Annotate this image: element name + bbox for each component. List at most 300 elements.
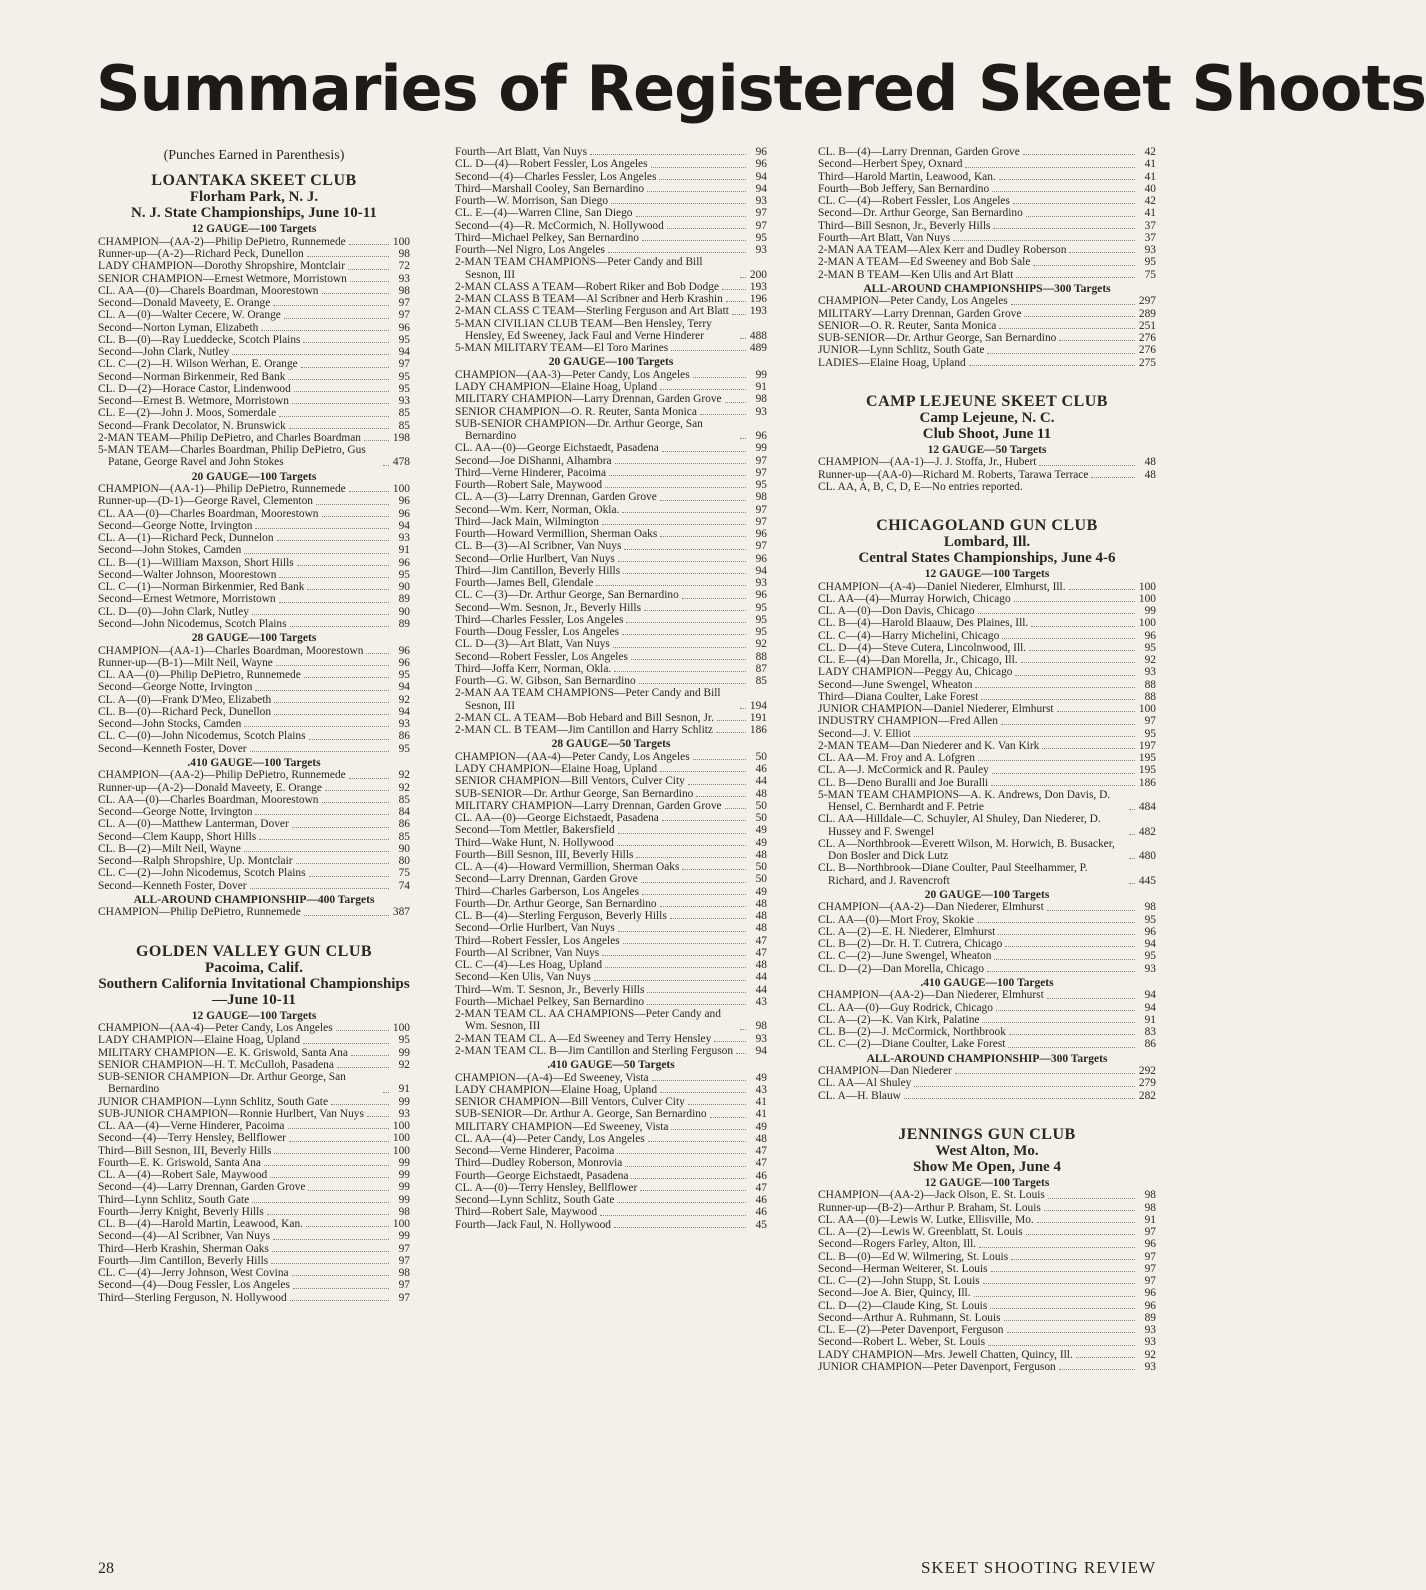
score: 289: [1138, 307, 1156, 320]
result-row: [818, 207, 1156, 219]
result-text: Third—Bill Sesnon, III, Beverly Hills: [98, 1144, 272, 1157]
result-text: CL. AA—(4)—Verne Hinderer, Pacoima: [98, 1120, 285, 1132]
result-row: [455, 638, 767, 650]
club-name: JENNINGS GUN CLUB: [898, 1125, 1076, 1143]
dot-leader: [987, 353, 1135, 354]
result-text: Second—Robert Fessler, Los Angeles: [455, 650, 628, 663]
result-text: Fourth—Nel Nigro, Los Angeles: [455, 244, 605, 256]
result-row: [818, 630, 1156, 642]
result-row: [98, 1145, 410, 1157]
score: 91: [755, 381, 767, 393]
result-text: CL. AA—Hilldale—C. Schuyler, Al Shuley, Dan Niederer, D. Hussey and F. Swengel: [818, 813, 1101, 838]
result-text: CL. C—(2)—Diane Coulter, Lake Forest: [818, 1038, 1006, 1051]
result-row: [98, 358, 410, 370]
result-text: Fourth—Art Blatt, Van Nuys: [818, 231, 951, 244]
result-text: CL. B—(4)—Harold Martin, Leawood, Kan.: [98, 1218, 303, 1230]
score: 89: [1144, 1311, 1156, 1324]
result-row: [818, 642, 1156, 654]
result-row: [818, 171, 1156, 183]
result-text: CL. AA—(0)—Charles Boardman, Moorestown: [98, 793, 319, 806]
score: 96: [755, 146, 767, 158]
result-text: Second—Clem Kaupp, Short Hills: [98, 830, 257, 843]
result-row: [818, 1065, 1156, 1077]
result-row: [455, 195, 767, 207]
dot-leader: [296, 863, 389, 864]
result-text: 2-MAN CLASS A TEAM—Robert Riker and Bob Dodge: [455, 280, 719, 293]
score: 96: [1144, 1287, 1156, 1300]
score: 91: [1144, 1213, 1156, 1226]
result-row: [818, 332, 1156, 344]
result-row: [818, 469, 1156, 481]
result-row: [455, 318, 767, 343]
dot-leader: [1057, 711, 1135, 712]
result-text: JUNIOR CHAMPION—Lynn Schlitz, South Gate: [98, 1095, 329, 1108]
result-row: [818, 950, 1156, 962]
result-text: SUB-SENIOR—Dr. Arthur George, San Bernardino: [818, 332, 1057, 344]
result-text: Runner-up—(B-1)—Milt Neil, Wayne: [98, 656, 273, 669]
result-row: [455, 504, 767, 516]
dot-leader: [651, 167, 746, 168]
score: 50: [755, 861, 767, 873]
score: 95: [398, 333, 410, 346]
score: 95: [1144, 641, 1156, 654]
result-row: [455, 305, 767, 317]
dot-leader: [990, 1308, 1135, 1309]
result-text: SENIOR CHAMPION—H. T. McCulloh, Pasadena: [98, 1058, 334, 1071]
result-text: Runner-up—(AA-0)—Richard M. Roberts, Tarawa Terrace: [818, 468, 1089, 481]
section-gap: [818, 493, 1156, 517]
event-heading: ALL-AROUND CHAMPIONSHIP—300 Targets: [866, 1052, 1108, 1065]
score: 93: [1144, 1360, 1156, 1373]
dot-leader: [294, 391, 389, 392]
score: 276: [1138, 332, 1156, 344]
event-heading: .410 GAUGE—100 Targets: [920, 976, 1054, 989]
score: 99: [398, 1181, 410, 1194]
result-text: MILITARY CHAMPION—Larry Drennan, Garden Grove: [455, 393, 722, 406]
result-text: Runner-up—(B-2)—Arthur P. Braham, St. Louis: [818, 1201, 1041, 1214]
dot-leader: [322, 293, 389, 294]
result-row: [455, 712, 767, 724]
score: 95: [1144, 727, 1156, 740]
result-row: [455, 455, 767, 467]
dot-leader: [290, 1300, 389, 1301]
result-text: Third—Sterling Ferguson, N. Hollywood: [98, 1291, 287, 1304]
result-text: CHAMPION—(AA-3)—Peter Candy, Los Angeles: [455, 368, 690, 381]
dot-leader: [279, 577, 389, 578]
score: 50: [755, 812, 767, 824]
result-text: Second—Joe A. Bier, Quincy, Ill.: [818, 1287, 971, 1300]
result-row: [98, 843, 410, 855]
dot-leader: [740, 1029, 746, 1030]
result-text: CL. AA—M. Froy and A. Lofgren: [818, 752, 975, 764]
result-row: [455, 1157, 767, 1169]
dot-leader: [307, 256, 389, 257]
dot-leader: [969, 365, 1135, 366]
result-row: [455, 947, 767, 959]
result-row: [455, 418, 767, 443]
score: 98: [398, 1205, 410, 1218]
score: 100: [392, 1022, 410, 1034]
dot-leader: [331, 1104, 389, 1105]
score: 98: [1144, 901, 1156, 914]
result-text: 2-MAN TEAM CHAMPIONS—Peter Candy and Bill Sesnon, III: [455, 256, 703, 281]
dot-leader: [609, 475, 746, 476]
result-text: CL. A—(0)—Matthew Lanterman, Dover: [98, 818, 289, 831]
score: 91: [398, 1083, 410, 1096]
event-heading: 12 GAUGE—100 Targets: [191, 1009, 317, 1022]
result-row: [818, 183, 1156, 195]
result-text: Fourth—Michael Pelkey, San Bernardino: [455, 995, 645, 1008]
result-text: Second—Ernest Wetmore, Morristown: [98, 593, 276, 606]
score: 96: [755, 430, 767, 442]
result-text: CL. A—H. Blauw: [818, 1089, 901, 1102]
dot-leader: [636, 216, 747, 217]
score: 488: [749, 329, 767, 342]
dot-leader: [1039, 465, 1135, 466]
result-row: [818, 740, 1156, 752]
score: 96: [1144, 925, 1156, 938]
result-text: Second—John Clark, Nutley: [98, 346, 230, 358]
dot-leader: [914, 736, 1135, 737]
result-text: Third—Lynn Schlitz, South Gate: [98, 1193, 250, 1206]
result-row: [98, 806, 410, 818]
score: 97: [398, 1291, 410, 1304]
result-row: [818, 764, 1156, 776]
result-text: Third—Jim Cantillon, Beverly Hills: [455, 564, 621, 577]
result-text: LADY CHAMPION—Peggy Au, Chicago: [818, 666, 1013, 679]
result-row: [818, 666, 1156, 678]
dot-leader: [975, 687, 1135, 688]
dot-leader: [999, 328, 1135, 329]
result-text: Second—Joe DiShanni, Alhambra: [455, 454, 612, 467]
dot-leader: [988, 1345, 1135, 1346]
dot-leader: [1014, 601, 1135, 602]
dot-leader: [267, 1214, 389, 1215]
score: 46: [755, 763, 767, 775]
result-text: CL. A—Northbrook—Everett Wilson, M. Horwich, B. Busacker, Don Bosler and Dick Lutz: [818, 837, 1115, 862]
result-text: Fourth—Dr. Arthur George, San Bernardino: [455, 897, 657, 910]
dot-leader: [1009, 1034, 1135, 1035]
result-text: CL. AA—(4)—Peter Candy, Los Angeles: [455, 1132, 645, 1145]
result-text: Third—Robert Fessler, Los Angeles: [455, 934, 620, 947]
result-text: LADY CHAMPION—Mrs. Jewell Chatten, Quincy, Ill.: [818, 1348, 1073, 1361]
score: 99: [398, 1095, 410, 1108]
result-row: [98, 1059, 410, 1071]
dot-leader: [1033, 265, 1135, 266]
club-name: CAMP LEJEUNE SKEET CLUB: [866, 392, 1108, 410]
dot-leader: [1002, 638, 1135, 639]
score: 98: [1144, 1201, 1156, 1214]
result-row: [455, 651, 767, 663]
result-text: MILITARY CHAMPION—Ed Sweeney, Vista: [455, 1120, 669, 1133]
dot-leader: [288, 379, 389, 380]
result-text: CHAMPION—(AA-2)—Dan Niederer, Elmhurst: [818, 989, 1044, 1002]
dot-leader: [1047, 998, 1135, 999]
score: 96: [398, 644, 410, 657]
result-row: [98, 1279, 410, 1291]
dot-leader: [367, 1116, 389, 1117]
dot-leader: [642, 894, 746, 895]
score: 99: [398, 1193, 410, 1206]
dot-leader: [1048, 1198, 1135, 1199]
dot-leader: [590, 154, 746, 155]
result-row: [818, 320, 1156, 332]
dot-leader: [349, 244, 389, 245]
dot-leader: [914, 1086, 1135, 1087]
result-text: SUB-JUNIOR CHAMPION—Ronnie Hurlbert, Van Nuys: [98, 1107, 364, 1120]
result-row: [818, 728, 1156, 740]
dot-leader: [250, 888, 389, 889]
result-text: CL. A—(2)—Lewis W. Greenblatt, St. Louis: [818, 1226, 1023, 1238]
score: 93: [1144, 1324, 1156, 1336]
score: 92: [398, 781, 410, 794]
score: 196: [749, 293, 767, 305]
result-row: [818, 256, 1156, 268]
result-text: CL. C—(2)—John Stupp, St. Louis: [818, 1275, 980, 1287]
result-row: [818, 617, 1156, 629]
result-text: LADY CHAMPION—Elaine Hoag, Upland: [455, 381, 658, 393]
dot-leader: [1059, 1369, 1135, 1370]
dot-leader: [682, 869, 746, 870]
result-text: CL. A—(0)—Terry Hensley, Bellflower: [455, 1181, 638, 1194]
result-row: [98, 818, 410, 830]
score: 191: [749, 711, 767, 724]
dot-leader: [304, 677, 389, 678]
result-row: [455, 577, 767, 589]
event-heading: 20 GAUGE—100 Targets: [548, 356, 674, 369]
result-row: [818, 1214, 1156, 1226]
club-location: West Alton, Mo.: [935, 1142, 1039, 1159]
dot-leader: [614, 1227, 746, 1228]
dot-leader: [307, 589, 389, 590]
result-text: SENIOR CHAMPION—Bill Ventors, Culver City: [455, 1096, 685, 1108]
dot-leader: [1031, 626, 1135, 627]
score: 97: [398, 309, 410, 322]
event-heading: .410 GAUGE—100 Targets: [187, 756, 321, 769]
score: 96: [1144, 629, 1156, 642]
shoot-title: Show Me Open, June 4: [913, 1158, 1061, 1175]
result-text: Second—Verne Hinderer, Pacoima: [455, 1145, 615, 1157]
dot-leader: [625, 1166, 746, 1167]
result-text: Third—Verne Hinderer, Pacoima: [455, 466, 607, 479]
score: 94: [398, 681, 410, 694]
dot-leader: [264, 1165, 389, 1166]
score: 93: [398, 532, 410, 544]
dot-leader: [261, 330, 389, 331]
dot-leader: [1037, 1222, 1135, 1223]
result-row: [98, 383, 410, 395]
score: 100: [1138, 703, 1156, 715]
result-text: JUNIOR CHAMPION—Daniel Niederer, Elmhurst: [818, 703, 1054, 715]
score: 99: [398, 1230, 410, 1243]
dot-leader: [991, 785, 1135, 786]
score: 97: [398, 1254, 410, 1267]
dot-leader: [274, 1153, 389, 1154]
result-text: Fourth—Jack Faul, N. Hollywood: [455, 1218, 611, 1231]
club-name: GOLDEN VALLEY GUN CLUB: [135, 942, 373, 960]
result-row: [455, 442, 767, 454]
result-row: [818, 838, 1156, 863]
result-row: [98, 420, 410, 432]
result-row: [455, 393, 767, 405]
dot-leader: [293, 1288, 389, 1289]
result-text: CL. A—(4)—Howard Vermillion, Sherman Oaks: [455, 861, 680, 873]
result-row: [455, 146, 767, 158]
score: 251: [1138, 319, 1156, 332]
event-heading: 20 GAUGE—100 Targets: [924, 888, 1050, 901]
score: 90: [398, 605, 410, 618]
result-row: [455, 837, 767, 849]
result-row: [818, 1238, 1156, 1250]
dot-leader: [306, 1226, 389, 1227]
result-text: SUB-SENIOR—Dr. Arthur A. George, San Bernardino: [455, 1108, 707, 1121]
dot-leader: [383, 465, 389, 466]
score: 95: [755, 479, 767, 491]
result-text: CL. C—(4)—Harry Michelini, Chicago: [818, 629, 1000, 642]
result-row: [455, 1108, 767, 1120]
result-row: [455, 565, 767, 577]
score: 48: [1144, 468, 1156, 481]
dot-leader: [613, 647, 746, 648]
dot-leader: [244, 851, 389, 852]
dot-leader: [303, 342, 389, 343]
score: 50: [755, 799, 767, 812]
result-text: Fourth—Howard Vermillion, Sherman Oaks: [455, 528, 658, 540]
result-text: Fourth—E. K. Griswold, Santa Ana: [98, 1156, 261, 1169]
dot-leader: [647, 992, 746, 993]
result-text: CL. AA, A, B, C, D, E—No entries reported.: [818, 480, 1023, 493]
score: 97: [1144, 715, 1156, 728]
result-row: [818, 1077, 1156, 1089]
result-text: CHAMPION—(AA-2)—Dan Niederer, Elmhurst: [818, 901, 1044, 914]
event-heading: 20 GAUGE—100 Targets: [191, 470, 317, 483]
result-text: LADIES—Elaine Hoag, Upland: [818, 356, 966, 369]
result-row: [98, 260, 410, 272]
result-text: 2-MAN TEAM CL. AA CHAMPIONS—Peter Candy and Wm. Sesnon, III: [455, 1008, 721, 1033]
result-text: CL. B—(4)—Larry Drennan, Garden Grove: [818, 146, 1020, 158]
shoot-title: N. J. State Championships, June 10-11: [131, 205, 377, 222]
dot-leader: [284, 318, 389, 319]
score: 44: [755, 983, 767, 996]
dot-leader: [259, 839, 389, 840]
result-text: CL. D—(4)—Robert Fessler, Los Angeles: [455, 158, 648, 171]
dot-leader: [255, 690, 389, 691]
result-text: Second—John Stokes, Camden: [98, 544, 242, 557]
result-row: [818, 1026, 1156, 1038]
dot-leader: [639, 683, 746, 684]
score: 42: [1144, 195, 1156, 207]
result-row: [98, 297, 410, 309]
result-text: Fourth—Art Blatt, Van Nuys: [455, 146, 588, 158]
section-gap: [818, 1102, 1156, 1126]
result-row: [455, 220, 767, 232]
dot-leader: [1016, 277, 1135, 278]
dot-leader: [292, 403, 389, 404]
score: 97: [1144, 1262, 1156, 1275]
score: 92: [398, 1058, 410, 1071]
dot-leader: [279, 416, 389, 417]
result-row: [818, 220, 1156, 232]
dot-leader: [618, 833, 746, 834]
dot-leader: [1004, 1320, 1135, 1321]
column-2: [455, 146, 767, 1231]
score: 98: [398, 1267, 410, 1279]
score: 91: [398, 544, 410, 557]
result-row: [818, 357, 1156, 369]
score: 47: [755, 946, 767, 959]
result-text: Second—Lynn Schlitz, South Gate: [455, 1194, 615, 1206]
result-row: [818, 1090, 1156, 1102]
score: 195: [1138, 752, 1156, 764]
dot-leader: [710, 1117, 746, 1118]
dot-leader: [364, 440, 389, 441]
result-text: Third—Bill Sesnon, Jr., Beverly Hills: [818, 219, 991, 232]
score: 45: [755, 1218, 767, 1231]
result-row: [98, 743, 410, 755]
dot-leader: [1076, 1357, 1135, 1358]
score: 49: [755, 824, 767, 837]
dot-leader: [366, 653, 389, 654]
result-row: [455, 553, 767, 565]
score: 95: [398, 370, 410, 383]
result-row: [98, 444, 410, 469]
score: 72: [398, 260, 410, 273]
dot-leader: [605, 487, 746, 488]
result-row: [455, 1033, 767, 1045]
result-text: CL. D—(2)—Claude King, St. Louis: [818, 1299, 988, 1312]
result-text: CL. AA—(0)—Charels Boardman, Moorestown: [98, 284, 319, 297]
score: 90: [398, 842, 410, 855]
result-row: [818, 1226, 1156, 1238]
result-row: [98, 1096, 410, 1108]
score: 95: [398, 568, 410, 581]
score: 99: [1144, 605, 1156, 617]
result-row: [455, 1072, 767, 1084]
result-row: [818, 914, 1156, 926]
result-row: [98, 782, 410, 794]
dot-leader: [290, 626, 389, 627]
score: 86: [1144, 1038, 1156, 1051]
dot-leader: [303, 1043, 389, 1044]
result-row: [818, 158, 1156, 170]
score: 74: [398, 879, 410, 892]
dot-leader: [662, 820, 746, 821]
score: 98: [1144, 1189, 1156, 1202]
result-row: [98, 1071, 410, 1096]
dot-leader: [904, 1098, 1135, 1099]
dot-leader: [273, 1239, 389, 1240]
result-text: Second—Walter Johnson, Moorestown: [98, 568, 277, 581]
result-text: Third—Wm. T. Sesnon, Jr., Beverly Hills: [455, 983, 645, 996]
dot-leader: [1044, 1210, 1135, 1211]
dot-leader: [700, 414, 746, 415]
dot-leader: [255, 528, 389, 529]
score: 46: [755, 1169, 767, 1182]
dot-leader: [978, 760, 1135, 761]
result-row: [818, 1361, 1156, 1373]
result-text: CL. A—(2)—K. Van Kirk, Palatine: [818, 1013, 980, 1026]
score: 91: [1144, 1013, 1156, 1026]
score: 88: [1144, 690, 1156, 703]
result-text: CHAMPION—(AA-1)—Charles Boardman, Moorestown: [98, 644, 364, 657]
result-row: [98, 1132, 410, 1144]
result-row: [818, 926, 1156, 938]
result-text: CL. B—(2)—Dr. H. T. Cutrera, Chicago: [818, 938, 1003, 950]
dot-leader: [309, 876, 389, 877]
result-text: CHAMPION—(AA-1)—Philip DePietro, Runnemede: [98, 483, 346, 495]
result-text: Second—Kenneth Foster, Dover: [98, 879, 247, 892]
result-row: [455, 898, 767, 910]
